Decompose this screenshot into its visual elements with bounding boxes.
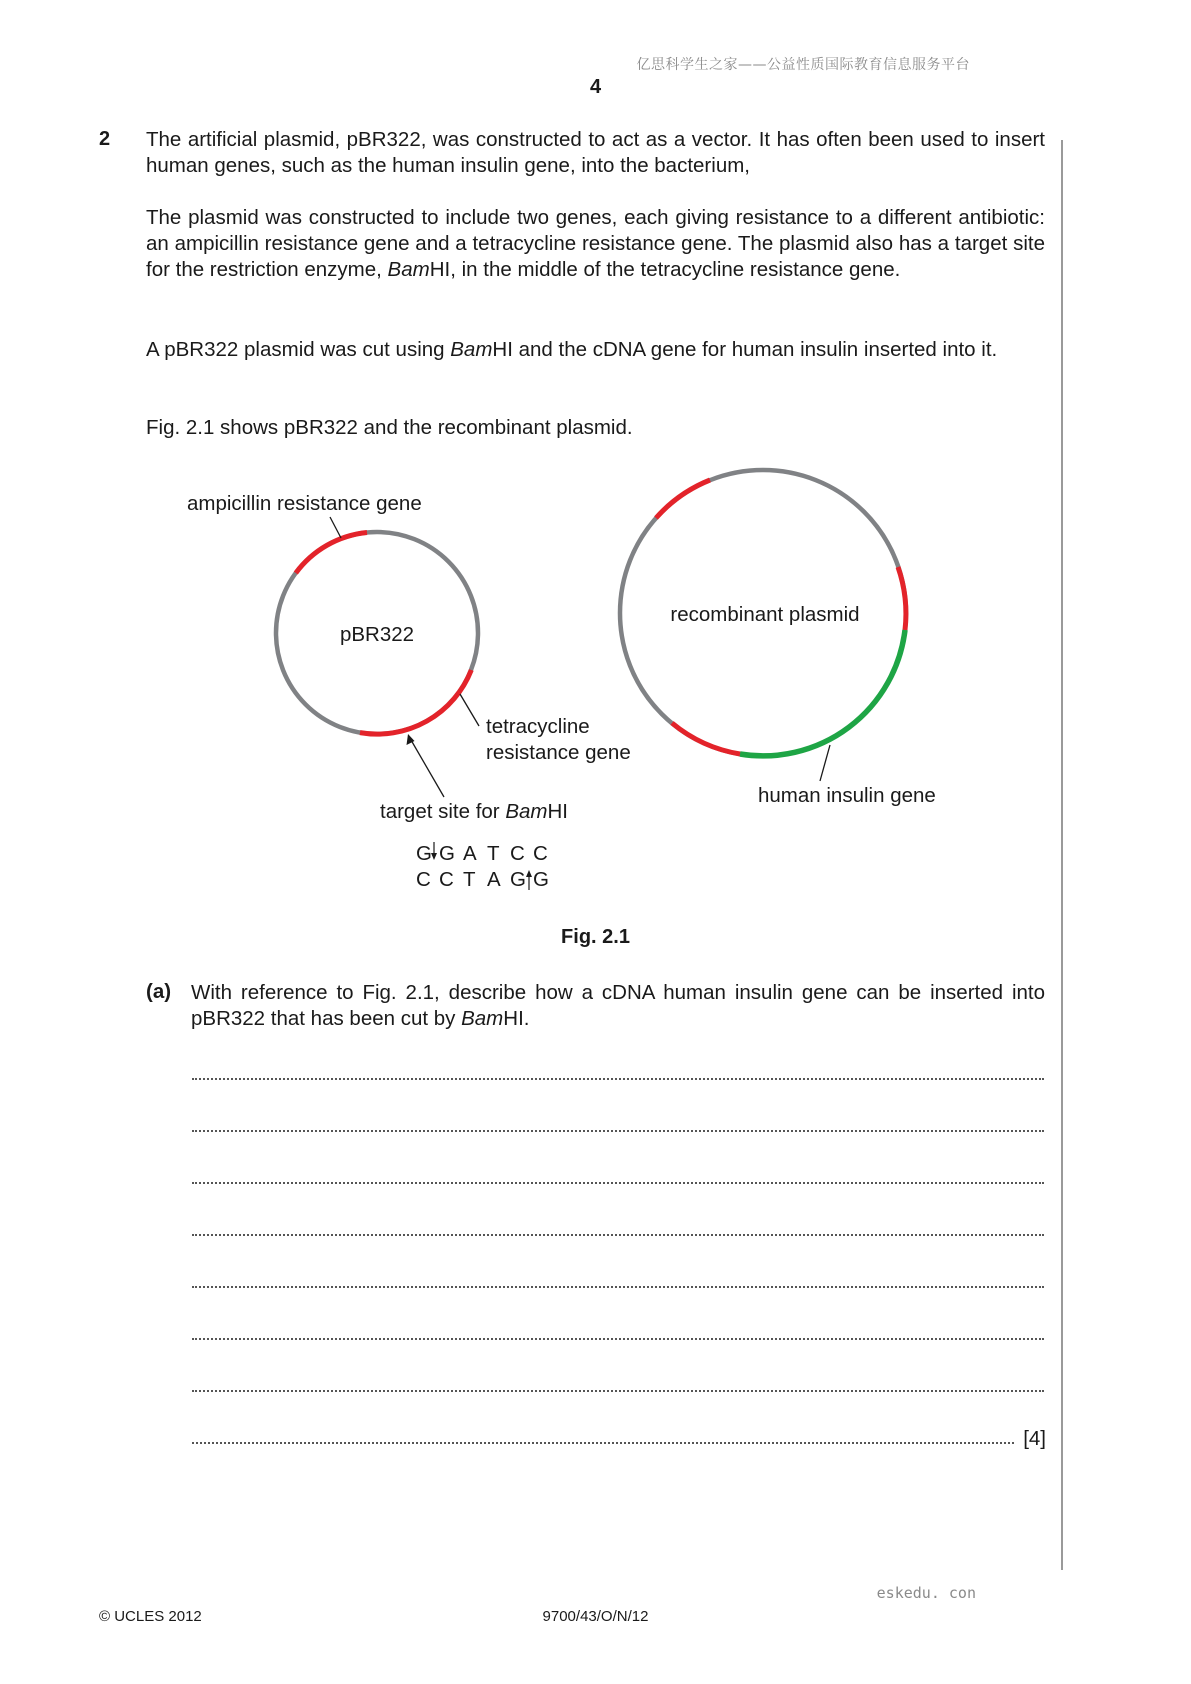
figure-plasmids [0,450,1191,910]
tetracycline-label-line2: resistance gene [486,741,631,764]
seq-bottom-4: A [487,868,501,891]
answer-line-7[interactable] [192,1370,1044,1392]
pbr322-label: pBR322 [339,623,415,646]
tetracycline-gene-part-1 [898,567,906,630]
header-watermark: 亿思科学生之家——公益性质国际教育信息服务平台 [636,57,970,73]
recombinant-plasmid [620,470,906,756]
seq-top-2: G [439,842,455,865]
tetracycline-gene-segment [360,670,471,734]
question-paragraph-2: The plasmid was constructed to include two genes, each giving resistance to a different antibiotic: an ampicillin resistance gene and a tetracycline resistance gene. The plasmid also has a target site for the restriction enzyme, BamHI, in the middle of the tetracycline resistance gene. [146,206,1045,281]
answer-line-4[interactable] [192,1214,1044,1236]
answer-line-5[interactable] [192,1266,1044,1288]
tetracycline-gene-part-2 [672,723,740,754]
insulin-label: human insulin gene [758,784,936,807]
answer-line-2[interactable] [192,1110,1044,1132]
target-site-label: target site for BamHI [380,800,568,823]
recombinant-label: recombinant plasmid [670,603,860,626]
footer-watermark: eskedu. con [876,1584,976,1602]
tetracycline-leader [460,694,479,726]
answer-line-6[interactable] [192,1318,1044,1340]
part-a-label: (a) [146,980,172,1003]
seq-bottom-2: C [439,868,454,891]
answer-line-1[interactable] [192,1058,1044,1080]
seq-top-1: G [416,842,432,865]
pbr322-plasmid [276,532,478,734]
footer-code: 9700/43/O/N/12 [542,1608,649,1625]
seq-top-6: C [533,842,548,865]
answer-line-8[interactable] [192,1422,1014,1444]
question-paragraph-3: A pBR322 plasmid was cut using BamHI and the cDNA gene for human insulin inserted into it. [146,338,998,361]
answer-line-3[interactable] [192,1162,1044,1184]
ampicillin-leader [330,517,341,538]
seq-bottom-5: G [510,868,526,891]
page-number: 4 [589,76,602,98]
marks-label: [4] [1023,1427,1046,1450]
ampicillin-gene-segment-recombinant [656,480,710,518]
target-site-leader [411,740,444,797]
question-paragraph-1: The artificial plasmid, pBR322, was constructed to act as a vector. It has often been used to insert human genes, such as the human insulin gene, into the bacterium, [146,128,1045,177]
insulin-leader [820,745,830,781]
insulin-gene-segment [740,630,905,756]
seq-bottom-6: G [533,868,549,891]
question-number: 2 [99,128,111,150]
tetracycline-label-line1: tetracycline [486,715,590,738]
seq-top-3: A [463,842,477,865]
cut-arrow-bottom-icon [526,870,532,877]
seq-top-5: C [510,842,525,865]
footer-copyright: © UCLES 2012 [99,1608,202,1625]
seq-bottom-1: C [416,868,431,891]
question-paragraph-4: Fig. 2.1 shows pBR322 and the recombinant plasmid. [146,416,633,439]
seq-bottom-3: T [463,868,476,891]
ampicillin-gene-segment [296,533,367,574]
recognition-sequence [416,842,549,891]
part-a-question: With reference to Fig. 2.1, describe how a cDNA human insulin gene can be inserted into pBR322 that has been cut by BamHI. [191,981,1045,1030]
seq-top-4: T [487,842,500,865]
ampicillin-label: ampicillin resistance gene [187,492,422,515]
figure-caption: Fig. 2.1 [561,926,630,948]
